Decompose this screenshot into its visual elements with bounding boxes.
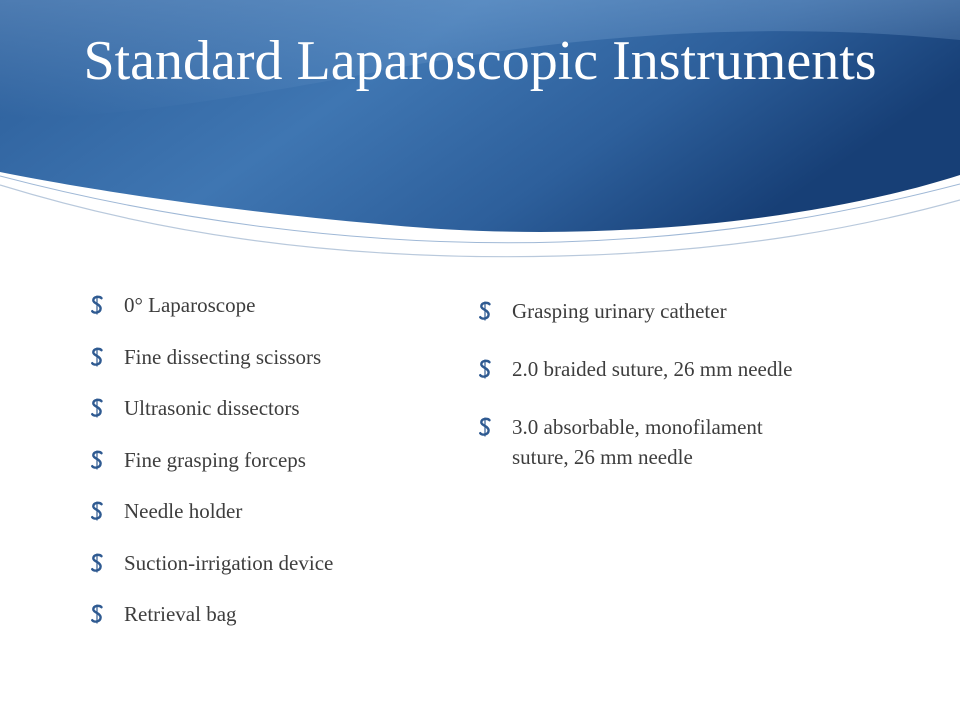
list-item-label: Fine dissecting scissors <box>124 344 322 369</box>
list-item <box>88 548 428 578</box>
list-item <box>88 342 428 372</box>
instrument-list-left <box>88 290 428 651</box>
list-item <box>476 296 806 326</box>
list-item-label: Retrieval bag <box>124 602 237 626</box>
script-s-bullet-icon <box>476 354 494 384</box>
script-s-bullet-icon <box>88 290 106 320</box>
list-item <box>88 290 428 320</box>
list-item <box>476 412 806 472</box>
script-s-bullet-icon <box>88 445 106 475</box>
list-item-label: Fine grasping forceps <box>124 447 306 472</box>
list-item <box>88 393 428 423</box>
slide-title: Standard Laparoscopic Instruments <box>83 30 877 92</box>
list-item-label: Needle holder <box>124 499 243 523</box>
script-s-bullet-icon <box>88 393 106 423</box>
script-s-bullet-icon <box>88 548 106 578</box>
script-s-bullet-icon <box>476 412 494 442</box>
list-item-label: 2.0 braided suture, 26 mm needle <box>512 357 793 381</box>
list-item-label: Suction-irrigation device <box>124 550 334 575</box>
list-item <box>476 354 806 384</box>
instrument-list-right <box>476 296 806 500</box>
list-item-label: 0° Laparoscope <box>124 293 256 317</box>
list-item <box>88 599 428 629</box>
script-s-bullet-icon <box>476 296 494 326</box>
list-item <box>88 496 428 526</box>
list-item <box>88 445 428 475</box>
list-item-label: Ultrasonic dissectors <box>124 396 300 420</box>
script-s-bullet-icon <box>88 496 106 526</box>
list-item-label: Grasping urinary catheter <box>512 299 727 323</box>
script-s-bullet-icon <box>88 342 106 372</box>
script-s-bullet-icon <box>88 599 106 629</box>
list-item-label: 3.0 absorbable, monofilament suture, 26 mm needle <box>512 415 763 469</box>
